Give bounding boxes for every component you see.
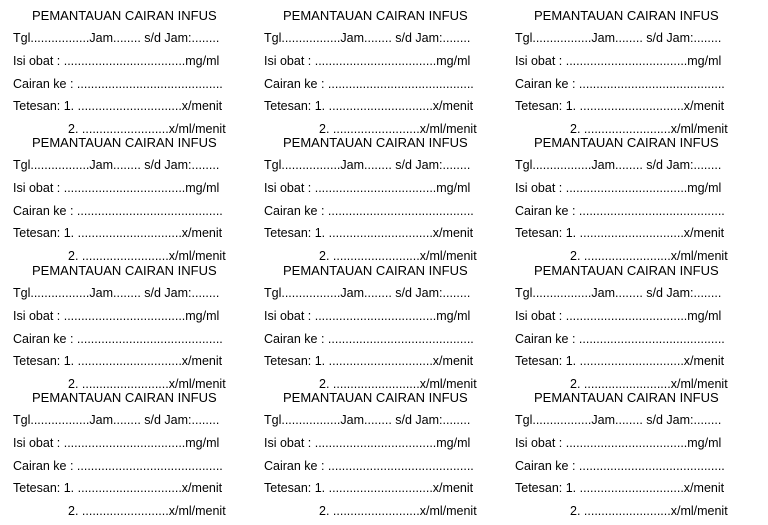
fluid-number-line: Cairan ke : .......................................... — [13, 204, 223, 218]
card-title: PEMANTAUAN CAIRAN INFUS — [534, 263, 719, 278]
date-time-line: Tgl.................Jam........ s/d Jam:........ — [515, 31, 722, 45]
infusion-monitoring-card — [264, 384, 500, 518]
drip-rate-line-2: 2. .........................x/ml/menit — [570, 122, 728, 136]
date-time-line: Tgl.................Jam........ s/d Jam:........ — [515, 286, 722, 300]
medication-content-line: Isi obat : ...................................mg/ml — [13, 309, 220, 323]
drip-rate-line-2: 2. .........................x/ml/menit — [570, 249, 728, 263]
date-time-line: Tgl.................Jam........ s/d Jam:........ — [515, 158, 722, 172]
medication-content-line: Isi obat : ...................................mg/ml — [264, 436, 471, 450]
fluid-number-line: Cairan ke : .......................................... — [515, 332, 725, 346]
drip-rate-line-1: Tetesan: 1. ..............................x/menit — [13, 354, 223, 368]
drip-rate-line-2: 2. .........................x/ml/menit — [319, 249, 477, 263]
drip-rate-line-2: 2. .........................x/ml/menit — [319, 504, 477, 518]
date-time-line: Tgl.................Jam........ s/d Jam:........ — [264, 31, 471, 45]
infusion-monitoring-card — [264, 257, 500, 391]
infusion-monitoring-card — [515, 129, 751, 263]
card-title: PEMANTAUAN CAIRAN INFUS — [283, 8, 468, 23]
date-time-line: Tgl.................Jam........ s/d Jam:........ — [13, 158, 220, 172]
card-title: PEMANTAUAN CAIRAN INFUS — [534, 390, 719, 405]
card-title: PEMANTAUAN CAIRAN INFUS — [32, 390, 217, 405]
infusion-monitoring-card — [13, 257, 249, 391]
card-title: PEMANTAUAN CAIRAN INFUS — [534, 135, 719, 150]
fluid-number-line: Cairan ke : .......................................... — [515, 204, 725, 218]
drip-rate-line-2: 2. .........................x/ml/menit — [68, 249, 226, 263]
date-time-line: Tgl.................Jam........ s/d Jam:........ — [515, 413, 722, 427]
medication-content-line: Isi obat : ...................................mg/ml — [515, 54, 722, 68]
card-title: PEMANTAUAN CAIRAN INFUS — [283, 135, 468, 150]
medication-content-line: Isi obat : ...................................mg/ml — [264, 54, 471, 68]
fluid-number-line: Cairan ke : .......................................... — [264, 204, 474, 218]
fluid-number-line: Cairan ke : .......................................... — [13, 459, 223, 473]
drip-rate-line-1: Tetesan: 1. ..............................x/menit — [515, 99, 725, 113]
infusion-monitoring-card — [264, 129, 500, 263]
card-title: PEMANTAUAN CAIRAN INFUS — [283, 263, 468, 278]
infusion-monitoring-card — [515, 384, 751, 518]
date-time-line: Tgl.................Jam........ s/d Jam:........ — [264, 286, 471, 300]
drip-rate-line-2: 2. .........................x/ml/menit — [68, 122, 226, 136]
drip-rate-line-1: Tetesan: 1. ..............................x/menit — [264, 226, 474, 240]
infusion-monitoring-card — [13, 2, 249, 136]
drip-rate-line-1: Tetesan: 1. ..............................x/menit — [515, 226, 725, 240]
date-time-line: Tgl.................Jam........ s/d Jam:........ — [264, 413, 471, 427]
card-title: PEMANTAUAN CAIRAN INFUS — [32, 263, 217, 278]
medication-content-line: Isi obat : ...................................mg/ml — [13, 436, 220, 450]
card-title: PEMANTAUAN CAIRAN INFUS — [534, 8, 719, 23]
infusion-monitoring-card — [264, 2, 500, 136]
drip-rate-line-2: 2. .........................x/ml/menit — [319, 377, 477, 391]
drip-rate-line-1: Tetesan: 1. ..............................x/menit — [515, 354, 725, 368]
drip-rate-line-2: 2. .........................x/ml/menit — [570, 504, 728, 518]
fluid-number-line: Cairan ke : .......................................... — [264, 332, 474, 346]
date-time-line: Tgl.................Jam........ s/d Jam:........ — [13, 286, 220, 300]
drip-rate-line-2: 2. .........................x/ml/menit — [68, 377, 226, 391]
drip-rate-line-2: 2. .........................x/ml/menit — [68, 504, 226, 518]
drip-rate-line-2: 2. .........................x/ml/menit — [319, 122, 477, 136]
fluid-number-line: Cairan ke : .......................................... — [515, 459, 725, 473]
drip-rate-line-1: Tetesan: 1. ..............................x/menit — [264, 99, 474, 113]
date-time-line: Tgl.................Jam........ s/d Jam:........ — [264, 158, 471, 172]
fluid-number-line: Cairan ke : .......................................... — [13, 332, 223, 346]
drip-rate-line-1: Tetesan: 1. ..............................x/menit — [13, 226, 223, 240]
medication-content-line: Isi obat : ...................................mg/ml — [264, 309, 471, 323]
infusion-monitoring-card — [515, 257, 751, 391]
fluid-number-line: Cairan ke : .......................................... — [515, 77, 725, 91]
infusion-monitoring-card — [13, 384, 249, 518]
fluid-number-line: Cairan ke : .......................................... — [264, 77, 474, 91]
card-title: PEMANTAUAN CAIRAN INFUS — [32, 8, 217, 23]
drip-rate-line-1: Tetesan: 1. ..............................x/menit — [13, 481, 223, 495]
card-title: PEMANTAUAN CAIRAN INFUS — [32, 135, 217, 150]
medication-content-line: Isi obat : ...................................mg/ml — [515, 181, 722, 195]
drip-rate-line-1: Tetesan: 1. ..............................x/menit — [264, 481, 474, 495]
infusion-monitoring-card — [13, 129, 249, 263]
drip-rate-line-1: Tetesan: 1. ..............................x/menit — [264, 354, 474, 368]
infusion-monitoring-card — [515, 2, 751, 136]
drip-rate-line-1: Tetesan: 1. ..............................x/menit — [13, 99, 223, 113]
medication-content-line: Isi obat : ...................................mg/ml — [264, 181, 471, 195]
fluid-number-line: Cairan ke : .......................................... — [13, 77, 223, 91]
drip-rate-line-1: Tetesan: 1. ..............................x/menit — [515, 481, 725, 495]
card-title: PEMANTAUAN CAIRAN INFUS — [283, 390, 468, 405]
fluid-number-line: Cairan ke : .......................................... — [264, 459, 474, 473]
drip-rate-line-2: 2. .........................x/ml/menit — [570, 377, 728, 391]
medication-content-line: Isi obat : ...................................mg/ml — [515, 309, 722, 323]
date-time-line: Tgl.................Jam........ s/d Jam:........ — [13, 31, 220, 45]
medication-content-line: Isi obat : ...................................mg/ml — [13, 181, 220, 195]
date-time-line: Tgl.................Jam........ s/d Jam:........ — [13, 413, 220, 427]
medication-content-line: Isi obat : ...................................mg/ml — [515, 436, 722, 450]
medication-content-line: Isi obat : ...................................mg/ml — [13, 54, 220, 68]
